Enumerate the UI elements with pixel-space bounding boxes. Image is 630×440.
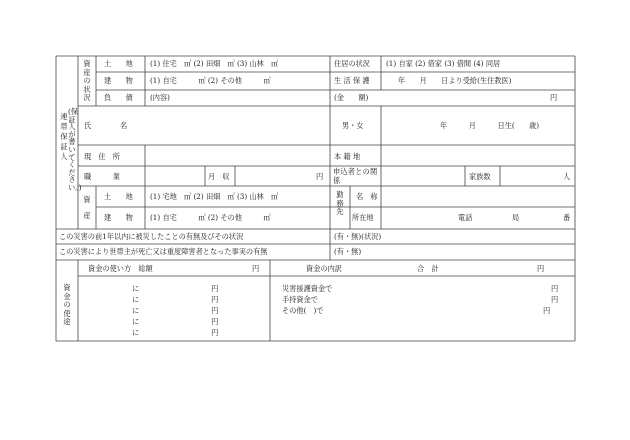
income-unit: 円 [316, 172, 324, 181]
land-detail: (1) 住宅 ㎡ (2) 田畑 ㎡ (3) 山林 ㎡ [150, 59, 279, 68]
gender-field: 男・女 [342, 121, 364, 130]
fund-use-unit: 円 [252, 264, 260, 273]
workplace-label: 勤務先 [336, 190, 344, 217]
welfare-label: 生 活 保 護 [334, 76, 370, 85]
fund-source-label: 災害援護資金で [282, 284, 333, 293]
address-label: 現 住 所 [84, 152, 120, 161]
family-label: 家族数 [469, 172, 491, 181]
name-label: 氏 名 [84, 121, 128, 130]
asset-status-side-label: 資産の状況 [83, 59, 91, 103]
housing-label: 住居の状況 [334, 59, 370, 68]
head-death-answer: (有・無) [334, 247, 362, 256]
debt-detail: (内容) [150, 93, 170, 102]
fund-source-header: 資金の内訳 [306, 264, 342, 273]
amount-label: (金 額) [334, 93, 369, 102]
fund-source-unit: 円 [551, 295, 559, 304]
fund-source-label: 手持資金で [282, 295, 318, 304]
fund-use-row: に 円 [132, 284, 219, 293]
birth-field: 年 月 日生( 歳) [440, 121, 540, 130]
workplace-location-label: 所在地 [352, 213, 374, 222]
guarantor-building-label: 建 物 [104, 213, 133, 222]
fund-usage-side-label: 資金の使途 [63, 283, 71, 327]
phone-label: 電話 [458, 213, 473, 222]
fund-source-unit: 円 [543, 306, 551, 315]
debt-label: 負 債 [104, 93, 133, 102]
guarantor-building-detail: (1) 自宅 ㎡ (2) その他 ㎡ [150, 213, 271, 222]
fund-total-label: 合 計 [417, 264, 439, 273]
guarantor-note: (保証人が書いてください。) [68, 107, 82, 192]
prior-disaster-answer: (有・無)(状況) [334, 232, 382, 241]
fund-use-row: に 円 [132, 295, 219, 304]
fund-use-header: 資金の使い方 総額 [88, 264, 153, 273]
phone-office-label: 局 [512, 213, 520, 222]
job-label: 職 業 [84, 172, 120, 181]
housing-options: (1) 自家 (2) 借家 (3) 借間 (4) 同居 [386, 59, 501, 68]
fund-source-unit: 円 [551, 284, 559, 293]
fund-use-row: に 円 [132, 317, 219, 326]
head-death-question: この災害により世帯主が死亡又は重度障害者となった事実の有無 [59, 247, 268, 256]
fund-use-row: に 円 [132, 306, 219, 315]
guarantor-asset-label: 資産 [83, 195, 91, 220]
workplace-name-label: 名 称 [356, 192, 378, 201]
fund-source-label: その他( )で [282, 306, 324, 315]
fund-use-row: に 円 [132, 328, 219, 337]
guarantor-land-detail: (1) 宅地 ㎡ (2) 田畑 ㎡ (3) 山林 ㎡ [150, 192, 279, 201]
phone-number-label: 番 [563, 213, 571, 222]
fund-total-unit: 円 [537, 264, 545, 273]
building-detail: (1) 自宅 ㎡ (2) その他 ㎡ [150, 76, 271, 85]
building-label: 建 物 [104, 76, 133, 85]
relation-label: 申込者との関 係 [333, 167, 393, 185]
guarantor-side-label: 連帯保証人 [60, 112, 68, 161]
welfare-value: 年 月 日より受給(生住教医) [398, 76, 512, 85]
domicile-label: 本 籍 地 [334, 152, 361, 161]
prior-disaster-question: この災害の前1年以内に被災したことの有無及びその状況 [59, 232, 244, 241]
amount-unit: 円 [550, 93, 558, 102]
family-unit: 人 [563, 172, 571, 181]
income-label: 月 収 [208, 172, 230, 181]
land-label: 土 地 [104, 59, 133, 68]
guarantor-land-label: 土 地 [104, 192, 133, 201]
